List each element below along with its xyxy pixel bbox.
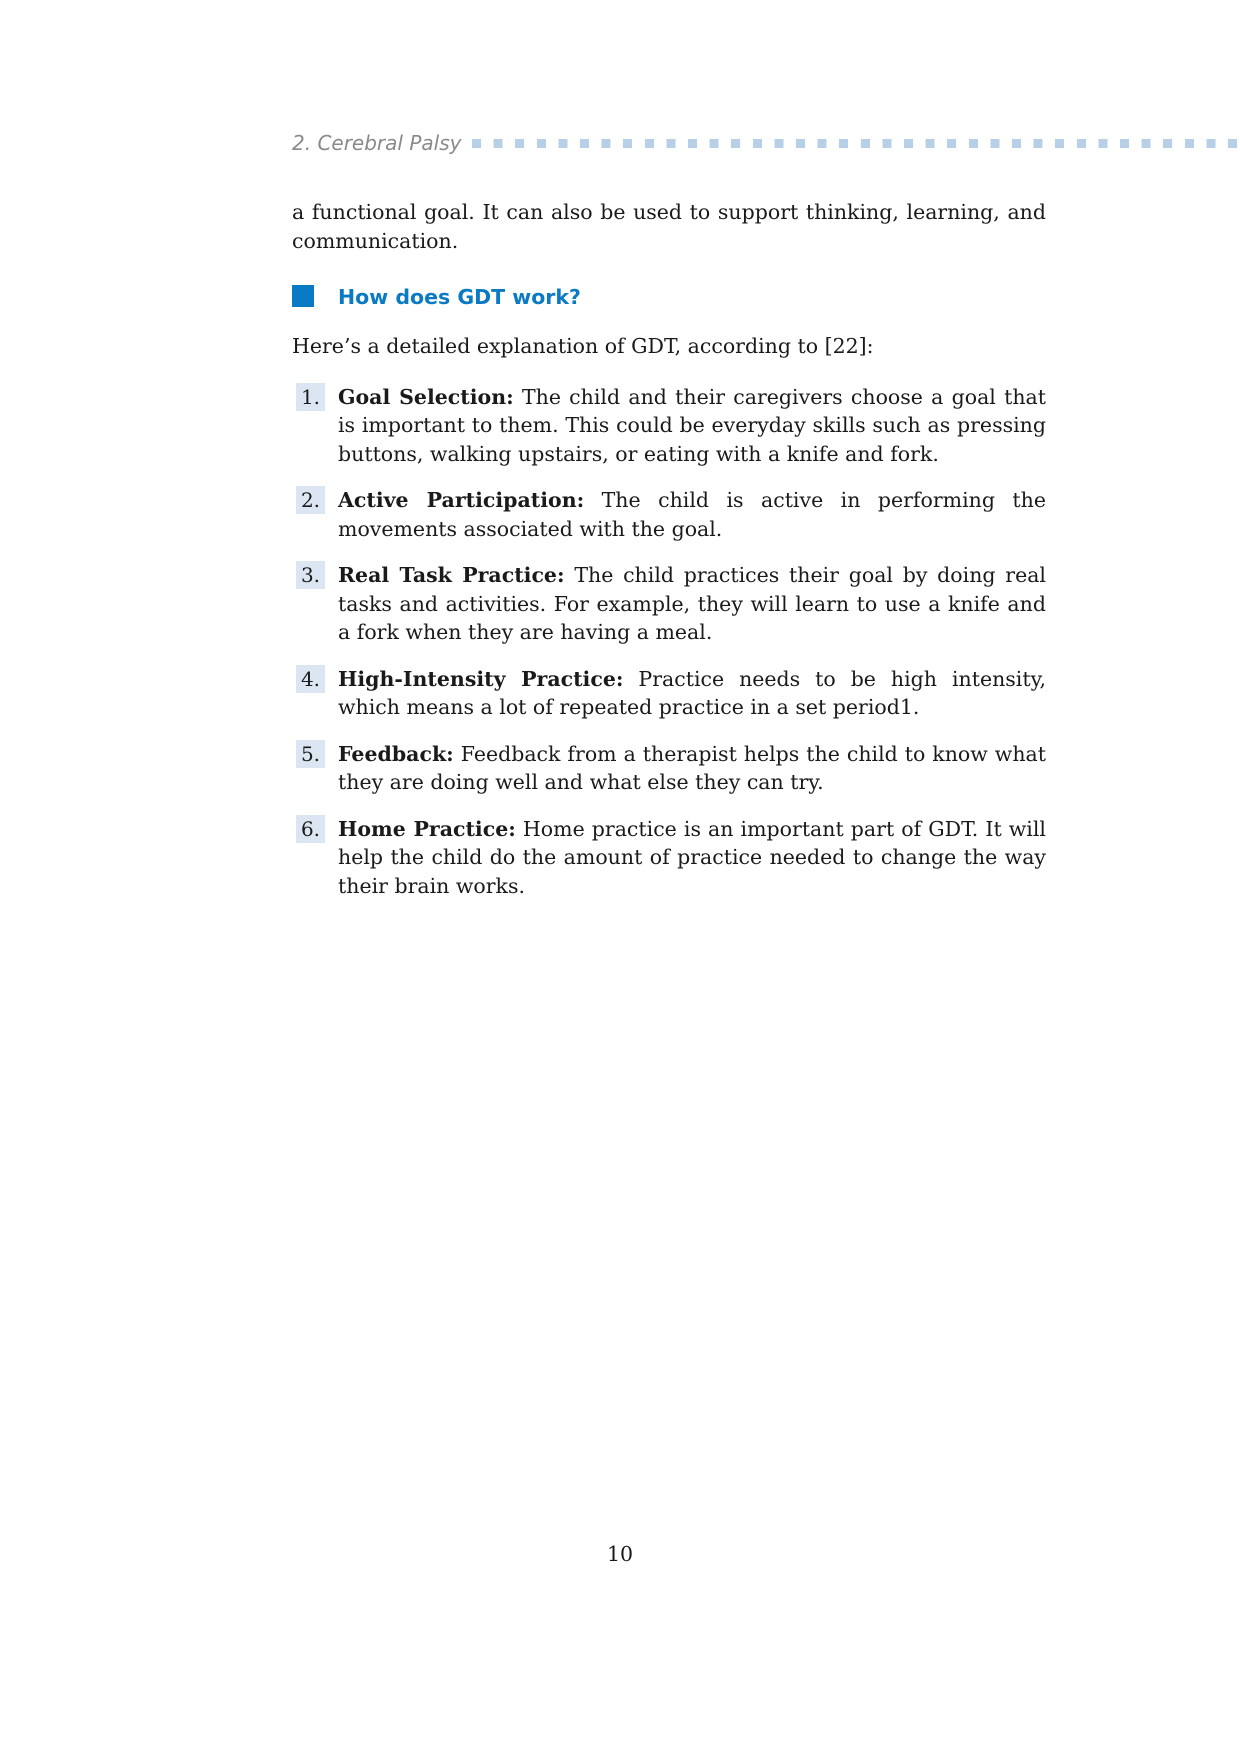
list-item-number: 5. [296,740,325,768]
list-item-text [338,815,1046,901]
list-item [292,815,1046,901]
list-item-title: Active Participation: [338,488,585,512]
section-square-icon [292,285,314,307]
list-item-title: Real Task Practice: [338,563,565,587]
list-item-number: 6. [296,815,325,843]
running-head-title: 2. Cerebral Palsy [292,131,462,155]
list-item-number: 1. [296,383,325,411]
list-item-body: Home practice is an important part of GDT. It will help the child do the amount of practice needed to change the way their brain works. [338,816,1046,898]
list-item-number: 4. [296,665,325,693]
section-title: How does GDT work? [338,285,581,309]
list-item-number: 2. [296,486,325,514]
list-item-body: Feedback from a therapist helps the child to know what they are doing well and what else they can try. [338,741,1046,794]
list-item-body: Practice needs to be high intensity, which means a lot of repeated practice in a set period1. [338,666,1046,719]
intro-paragraph: Here’s a detailed explanation of GDT, according to [22]: [292,334,874,358]
list-item-text [338,486,1046,543]
list-item-title: Goal Selection: [338,384,514,409]
opening-paragraph: a functional goal. It can also be used to support thinking, learning, and communication. [292,200,1046,253]
list-item [292,740,1046,797]
page-number: 10 [606,1542,634,1566]
header-dotted-rule [472,139,1240,148]
list-item-text [338,740,1046,797]
list-item-title: Home Practice: [338,816,516,841]
list-item [292,383,1046,469]
list-item-body: The child practices their goal by doing real tasks and activities. For example, they will learn to use a knife and a fork when they are having a meal. [338,563,1046,644]
list-item [292,665,1046,722]
list-item [292,486,1046,543]
list-item-body: The child and their caregivers choose a goal that is important to them. This could be everyday skills such as pressing buttons, walking upstairs, or eating with a knife and fork. [338,384,1046,466]
numbered-list [292,383,1046,901]
list-item-body: The child is active in performing the movements associated with the goal. [338,488,1046,541]
running-header [292,128,1240,158]
list-item-text [338,561,1046,647]
list-item-text [338,665,1046,722]
list-item-title: Feedback: [338,741,454,766]
list-item [292,561,1046,647]
list-item-number: 3. [296,561,325,589]
list-item-title: High-Intensity Practice: [338,666,624,691]
page-content [292,198,1046,918]
section-heading [292,282,1046,312]
list-item-text [338,383,1046,469]
